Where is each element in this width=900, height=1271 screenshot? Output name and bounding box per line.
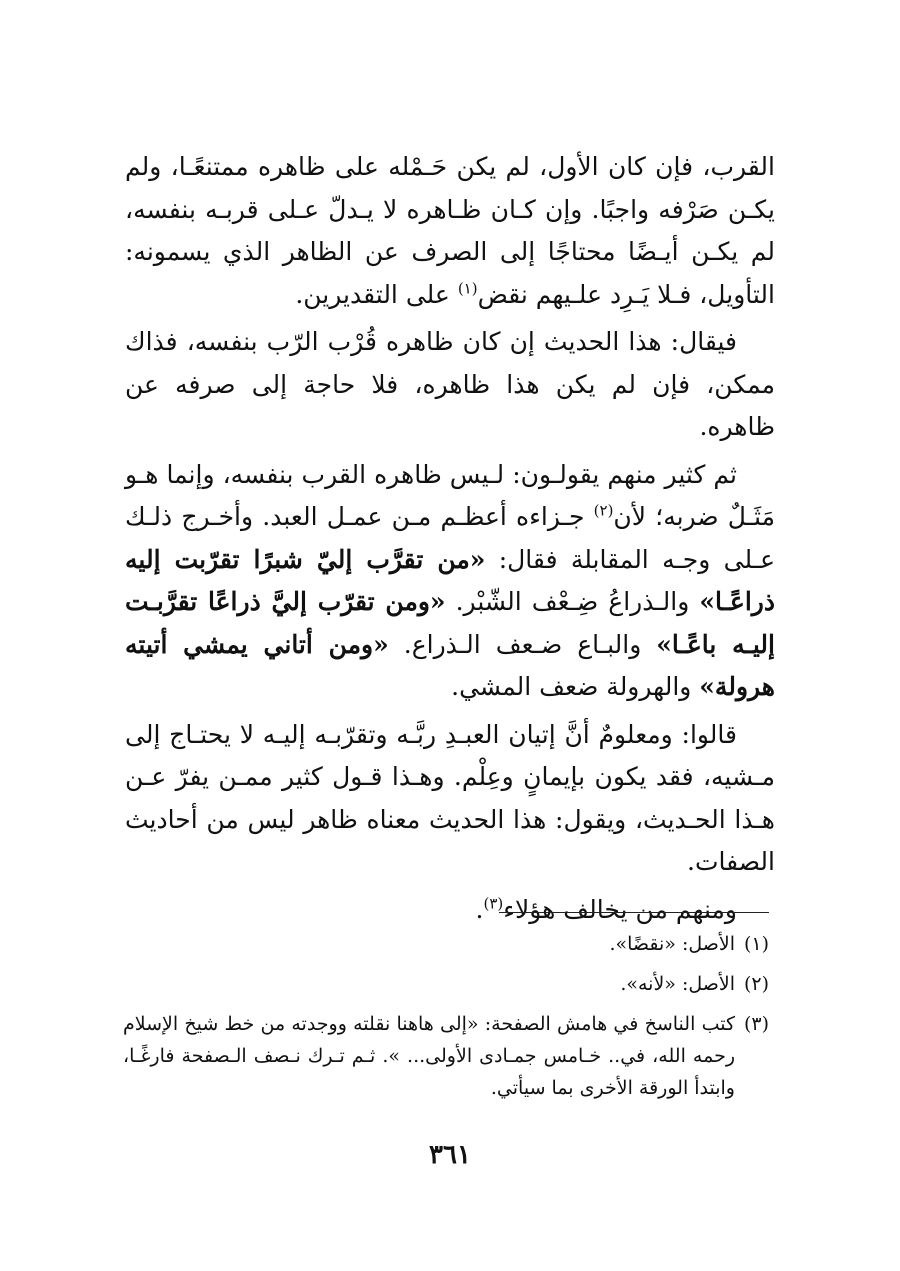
paragraph bbox=[125, 321, 775, 449]
paragraph bbox=[125, 889, 775, 932]
text-segment: والهرولة ضعف المشي. bbox=[451, 672, 700, 701]
footnotes bbox=[123, 928, 769, 1112]
footnote-number: (٢) bbox=[743, 973, 769, 995]
footnote-number: (٣) bbox=[743, 1013, 769, 1035]
hadith-quote: «ومن تقرّب إليَّ ذراعًا تقرَّبـت إليـه باعًـا» bbox=[125, 587, 775, 659]
text-segment: والـذراعُ ضِـعْف الشّبْر. bbox=[445, 587, 700, 616]
text-segment: على التقديرين. bbox=[295, 279, 458, 309]
footnote-reference: (٣) bbox=[483, 894, 504, 913]
footnote bbox=[123, 928, 769, 960]
footnote-separator bbox=[499, 912, 769, 913]
footnote-text: الأصل: «نقضًا». bbox=[609, 933, 735, 955]
text-segment: ومنهم من يخالف هؤلاء bbox=[503, 894, 737, 924]
text-segment: والبـاع ضـعف الـذراع. bbox=[388, 629, 657, 659]
paragraph bbox=[125, 714, 775, 884]
footnote-reference: (٢) bbox=[593, 501, 614, 520]
hadith-quote: «من تقرَّب إليّ شبرًا تقرّبت إليه ذراعًـا» bbox=[125, 544, 775, 616]
main-text bbox=[125, 146, 775, 936]
text-segment: قالوا: ومعلومٌ أنَّ إتيان العبـدِ ربَّـه وتقرّبـه إليـه لا يحتـاج إلى مـشيه، فقد يكون بإيمانٍ وعِلْم. وهـذا قـول كثير ممـن يفرّ عـن هـذا الحـديث، ويقول: هذا الحديث معناه ظاهر ليس من أحاديث الصفات. bbox=[125, 719, 775, 876]
text-segment: ثم كثير منهم يقولـون: لـيس ظاهره القرب بنفسه، وإنما هـو مَثَـلٌ ضربه؛ لأن bbox=[125, 459, 775, 531]
text-segment: جـزاءه أعظـم مـن عمـل العبد. وأخـرج ذلـك عـلى وجـه المقابلة فقال: bbox=[125, 502, 776, 574]
footnote bbox=[123, 1008, 769, 1104]
hadith-quote: «ومن أتاني يمشي أتيته هرولة» bbox=[125, 629, 775, 701]
page-number: ٣٦١ bbox=[429, 1140, 471, 1170]
footnote-reference: (١) bbox=[457, 279, 478, 298]
footnote bbox=[123, 968, 769, 1000]
footnote-text: كتب الناسخ في هامش الصفحة: «إلى هاهنا نقلته ووجدته من خط شيخ الإسلام رحمه الله، في.. خـامس جمـادى الأولى... ». ثـم تـرك نـصف الـصفحة فارغًـا، وابتدأ الورقة الأخرى بما سيأتي. bbox=[123, 1013, 735, 1099]
footnote-text: الأصل: «لأنه». bbox=[620, 973, 735, 995]
paragraph bbox=[125, 146, 775, 316]
paragraph bbox=[125, 454, 775, 709]
text-segment: . bbox=[475, 894, 484, 924]
footnote-number: (١) bbox=[743, 933, 769, 955]
text-segment: فيقال: هذا الحديث إن كان ظاهره قُرْب الرّب بنفسه، فذاك ممكن، فإن لم يكن هذا ظاهره، فلا حاجة إلى صرفه عن ظاهره. bbox=[125, 327, 775, 441]
text-segment: القرب، فإن كان الأول، لم يكن حَـمْله على ظاهره ممتنعًـا، ولم يكـن صَرْفه واجبًا. وإن كـان ظـاهره لا يـدلّ عـلى قربـه بنفسه، لم يكـن أيـضًا محتاجًا إلى الصرف عن الظاهر الذي يسمونه: التأويل، فـلا يَـرِد علـيهم نقض bbox=[125, 152, 775, 309]
